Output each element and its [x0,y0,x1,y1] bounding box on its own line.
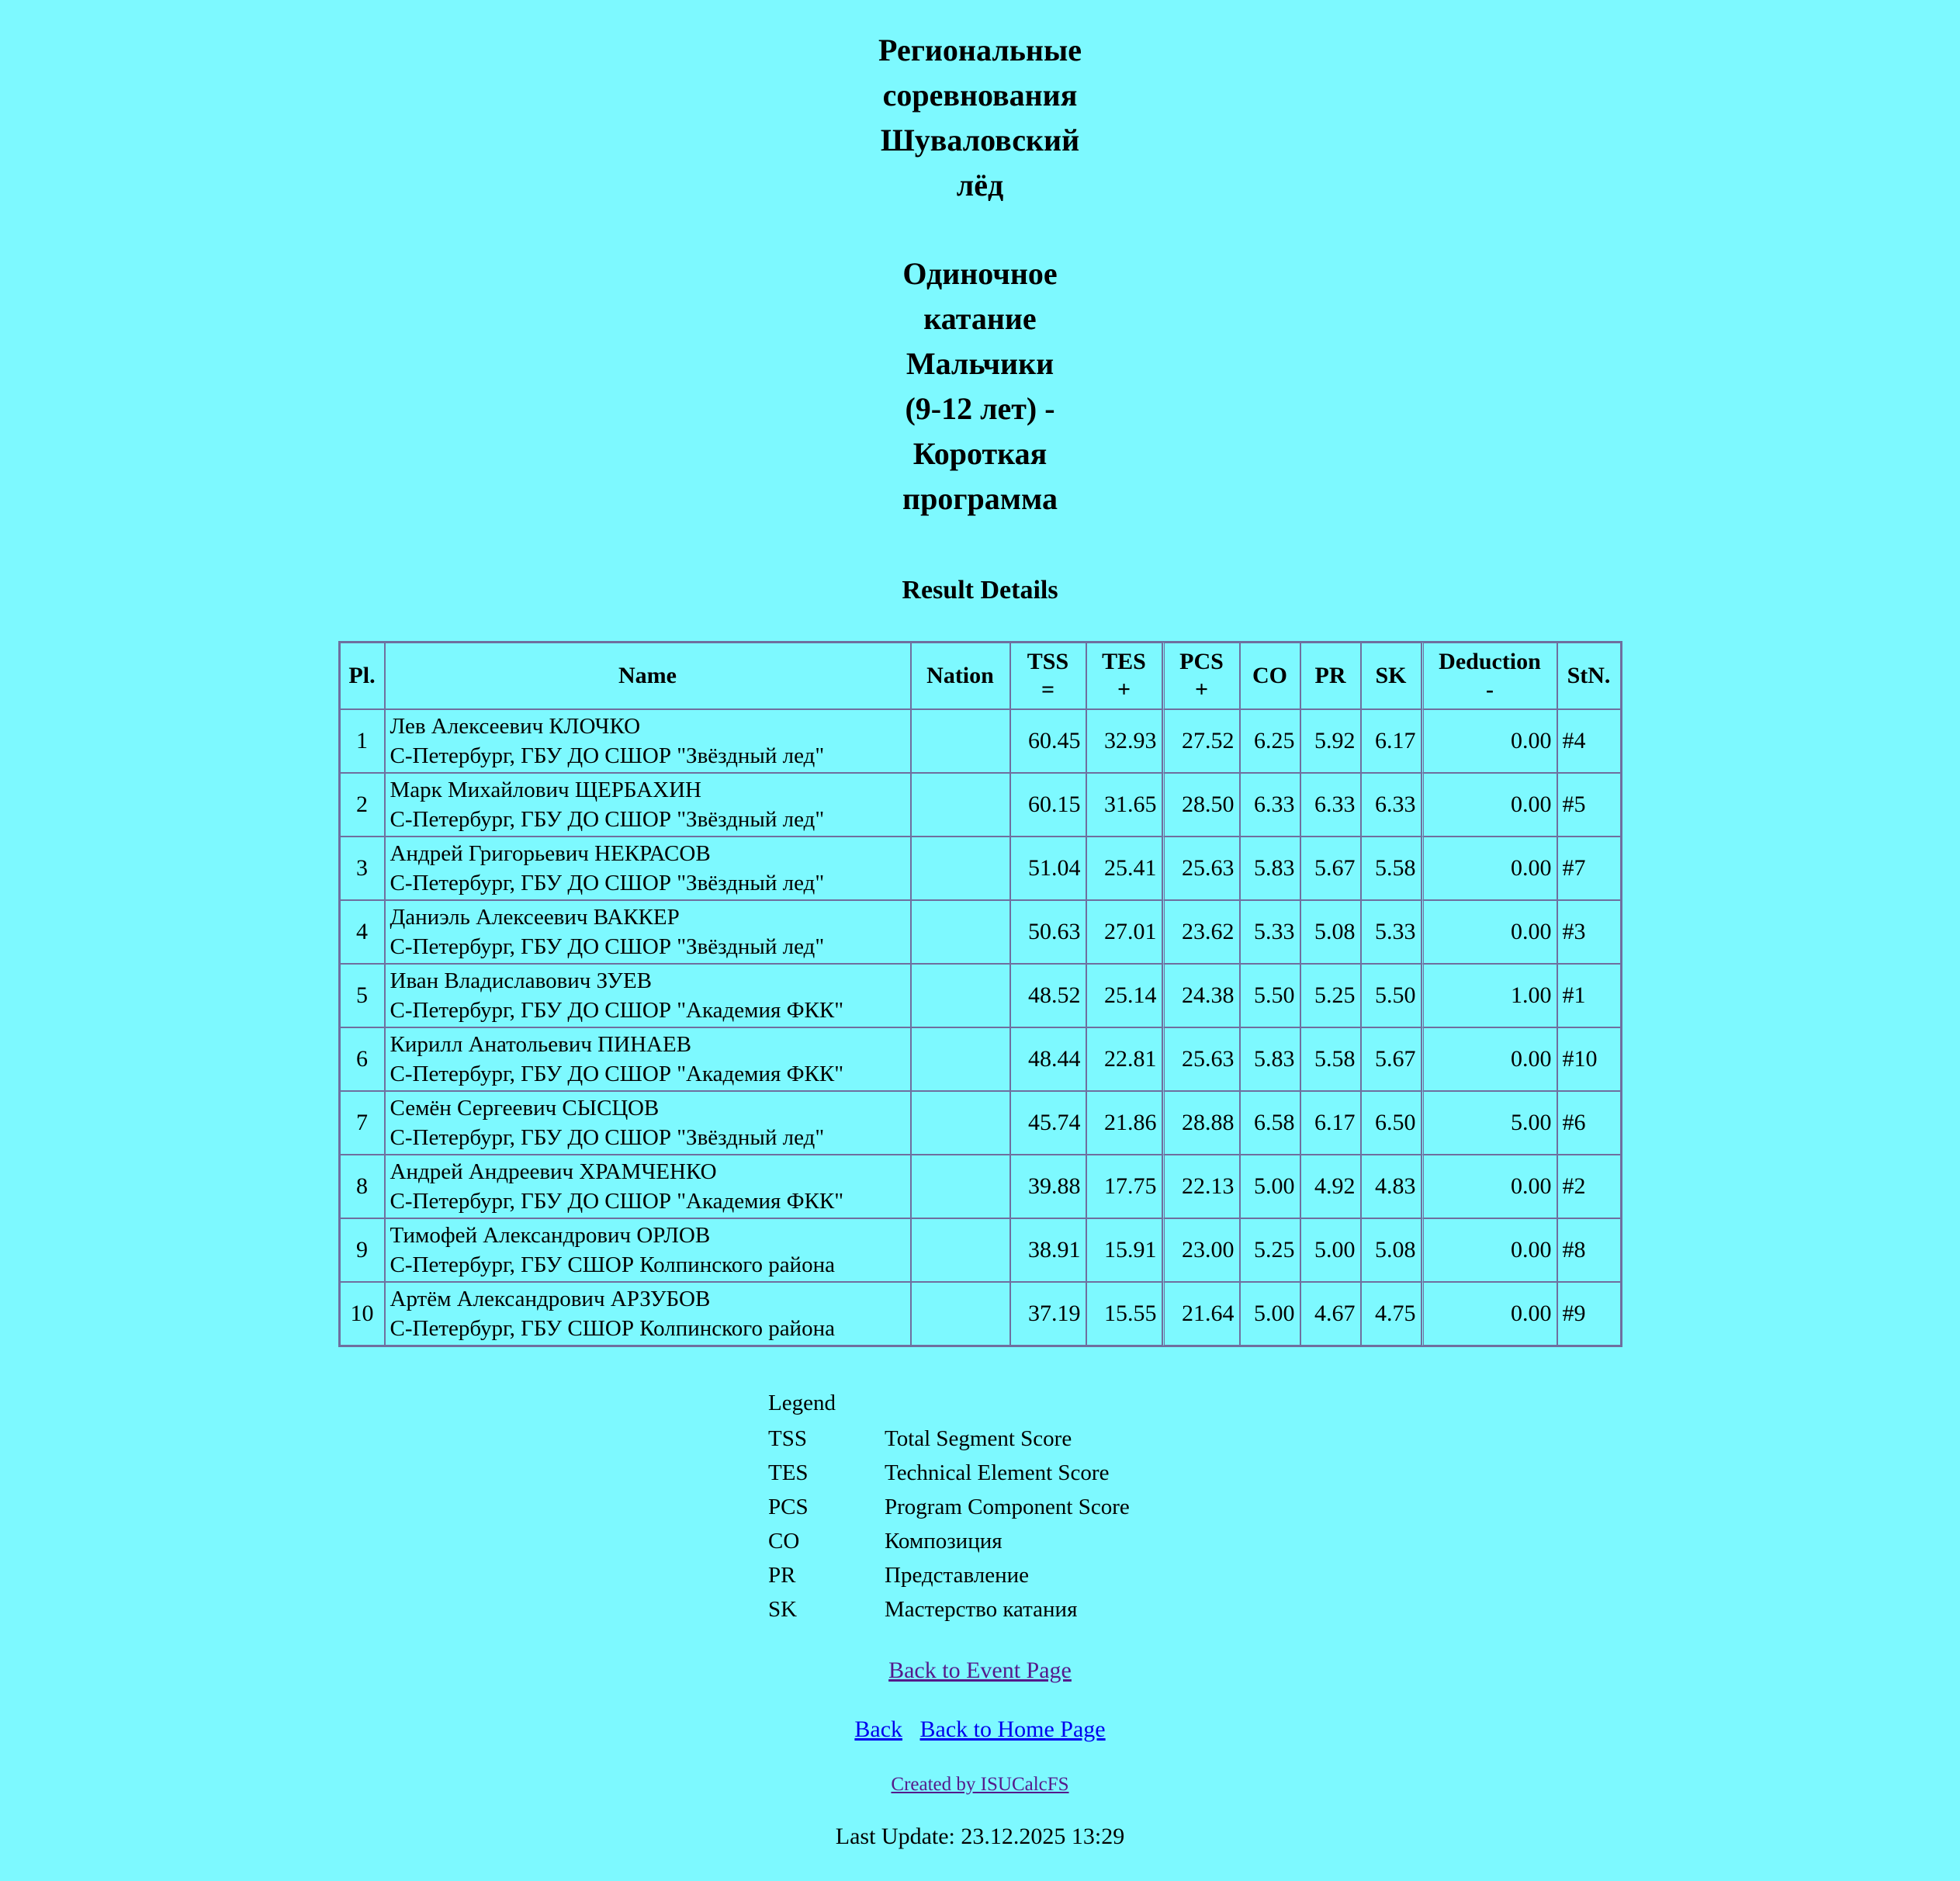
cell-starting-number: #2 [1557,1155,1621,1218]
table-row [340,1218,1621,1282]
legend-item-key: PR [768,1563,796,1588]
cell-pr: 5.25 [1300,964,1361,1027]
cell-co: 5.83 [1240,837,1300,900]
legend-item-value: Композиция [885,1529,1003,1554]
back-to-home-link[interactable]: Back to Home Page [919,1716,1106,1742]
cell-tes: 17.75 [1086,1155,1162,1218]
header-pcs-sign: + [1194,677,1209,702]
cell-co: 5.83 [1240,1027,1300,1091]
cell-pr: 5.08 [1300,900,1361,964]
cell-starting-number: #8 [1557,1218,1621,1282]
cell-pcs: 23.00 [1162,1218,1240,1282]
cell-place: 5 [340,964,385,1027]
cell-place: 10 [340,1282,385,1346]
skater-name: Андрей Григорьевич НЕКРАСОВ [390,841,711,866]
header-tss [1010,643,1086,709]
cell-pr: 6.17 [1300,1091,1361,1155]
skater-club: С-Петербург, ГБУ ДО СШОР "Звёздный лед" [390,743,825,768]
legend-title: Legend [768,1391,836,1415]
cell-name [385,837,911,900]
table-row [340,709,1621,773]
cell-sk: 4.83 [1361,1155,1422,1218]
skater-club: С-Петербург, ГБУ СШОР Колпинского района [390,1252,835,1277]
skater-club: С-Петербург, ГБУ ДО СШОР "Звёздный лед" [390,871,825,895]
page-title [852,28,1108,208]
cell-tss: 39.88 [1010,1155,1086,1218]
page-subtitle-line-4: (9-12 лет) - [905,391,1055,426]
cell-tss: 60.15 [1010,773,1086,837]
cell-nation [911,1091,1010,1155]
cell-nation [911,1027,1010,1091]
legend-entries [768,1422,1960,1626]
cell-deduction: 5.00 [1422,1091,1557,1155]
link-spacer [909,1716,915,1742]
cell-starting-number: #6 [1557,1091,1621,1155]
cell-place: 2 [340,773,385,837]
cell-tes: 15.91 [1086,1218,1162,1282]
section-title: Result Details [902,576,1058,604]
cell-co: 6.25 [1240,709,1300,773]
header-deduction-label: Deduction [1439,649,1541,674]
header-tes-sign: + [1117,677,1131,702]
cell-sk: 5.67 [1361,1027,1422,1091]
legend-item [768,1422,1960,1456]
cell-nation [911,1282,1010,1346]
header-sk: SK [1361,643,1422,709]
legend-item [768,1490,1960,1524]
created-by-link[interactable]: Created by ISUCalcFS [891,1774,1069,1795]
cell-pcs: 24.38 [1162,964,1240,1027]
cell-nation [911,773,1010,837]
legend-item-value: Представление [885,1563,1030,1588]
legend-item-key: TSS [768,1426,807,1451]
page-subtitle-line-6: программа [902,481,1058,516]
cell-tss: 60.45 [1010,709,1086,773]
cell-sk: 4.75 [1361,1282,1422,1346]
legend-item [768,1592,1960,1626]
skater-name: Семён Сергеевич СЫСЦОВ [390,1096,660,1121]
cell-sk: 6.33 [1361,773,1422,837]
cell-tss: 48.44 [1010,1027,1086,1091]
cell-name [385,1282,911,1346]
header-place: Pl. [340,643,385,709]
legend-item-key: SK [768,1597,798,1622]
cell-tss: 45.74 [1010,1091,1086,1155]
skater-club: С-Петербург, ГБУ ДО СШОР "Академия ФКК" [390,1062,844,1086]
table-row [340,900,1621,964]
cell-pcs: 22.13 [1162,1155,1240,1218]
header-pcs [1162,643,1240,709]
cell-place: 9 [340,1218,385,1282]
cell-tes: 31.65 [1086,773,1162,837]
skater-name: Кирилл Анатольевич ПИНАЕВ [390,1032,692,1057]
cell-deduction: 1.00 [1422,964,1557,1027]
skater-name: Даниэль Алексеевич ВАККЕР [390,905,680,930]
cell-nation [911,900,1010,964]
cell-sk: 5.50 [1361,964,1422,1027]
last-update: Last Update: 23.12.2025 13:29 [835,1824,1125,1849]
cell-pr: 4.67 [1300,1282,1361,1346]
cell-sk: 5.58 [1361,837,1422,900]
table-row [340,1027,1621,1091]
cell-deduction: 0.00 [1422,1218,1557,1282]
page-subtitle-line-1: Одиночное [902,256,1058,291]
cell-starting-number: #4 [1557,709,1621,773]
table-row [340,837,1621,900]
cell-place: 3 [340,837,385,900]
page-header [0,28,1960,521]
header-nation: Nation [911,643,1010,709]
results-table-body [340,709,1621,1346]
cell-nation [911,837,1010,900]
cell-starting-number: #1 [1557,964,1621,1027]
cell-pcs: 27.52 [1162,709,1240,773]
cell-co: 6.33 [1240,773,1300,837]
back-to-event-link[interactable]: Back to Event Page [888,1658,1072,1683]
table-row [340,1282,1621,1346]
skater-name: Андрей Андреевич ХРАМЧЕНКО [390,1159,717,1184]
cell-name [385,900,911,964]
cell-name [385,709,911,773]
skater-club: С-Петербург, ГБУ ДО СШОР "Звёздный лед" [390,934,825,959]
header-starting-number: StN. [1557,643,1621,709]
cell-place: 6 [340,1027,385,1091]
skater-name: Иван Владиславович ЗУЕВ [390,968,653,993]
cell-deduction: 0.00 [1422,837,1557,900]
results-table [338,641,1622,1347]
cell-deduction: 0.00 [1422,1155,1557,1218]
skater-name: Лев Алексеевич КЛОЧКО [390,714,641,739]
legend-item [768,1524,1960,1558]
cell-pcs: 28.88 [1162,1091,1240,1155]
cell-pcs: 25.63 [1162,1027,1240,1091]
table-row [340,1091,1621,1155]
skater-club: С-Петербург, ГБУ ДО СШОР "Академия ФКК" [390,1189,844,1214]
header-name: Name [385,643,911,709]
legend-item-value: Total Segment Score [885,1426,1072,1451]
cell-deduction: 0.00 [1422,900,1557,964]
results-table-wrapper [0,641,1960,1347]
skater-name: Артём Александрович АРЗУБОВ [390,1287,711,1311]
cell-sk: 6.17 [1361,709,1422,773]
cell-tss: 50.63 [1010,900,1086,964]
cell-pr: 4.92 [1300,1155,1361,1218]
legend-item-value: Мастерство катания [885,1597,1078,1622]
page-title-line-4: лёд [956,168,1004,203]
legend-item-key: CO [768,1529,800,1554]
cell-co: 5.00 [1240,1282,1300,1346]
results-table-head [340,643,1621,709]
cell-deduction: 0.00 [1422,773,1557,837]
cell-nation [911,1218,1010,1282]
cell-deduction: 0.00 [1422,1027,1557,1091]
header-tss-label: TSS [1027,649,1069,674]
page-subtitle-line-3: Мальчики [906,346,1054,381]
legend [768,1386,1960,1626]
created-by-row [0,1774,1960,1796]
header-co: CO [1240,643,1300,709]
skater-name: Марк Михайлович ЩЕРБАХИН [390,778,701,802]
cell-deduction: 0.00 [1422,1282,1557,1346]
cell-tes: 22.81 [1086,1027,1162,1091]
footer-links [0,1658,1960,1743]
cell-name [385,1027,911,1091]
cell-starting-number: #7 [1557,837,1621,900]
cell-co: 5.00 [1240,1155,1300,1218]
cell-place: 4 [340,900,385,964]
cell-sk: 5.33 [1361,900,1422,964]
skater-club: С-Петербург, ГБУ ДО СШОР "Звёздный лед" [390,1125,825,1150]
table-row [340,1155,1621,1218]
header-pr: PR [1300,643,1361,709]
page-subtitle-line-5: Короткая [912,436,1048,471]
cell-name [385,1091,911,1155]
legend-item [768,1558,1960,1592]
cell-tss: 37.19 [1010,1282,1086,1346]
results-header-row [340,643,1621,709]
table-row [340,964,1621,1027]
header-tss-sign: = [1041,677,1055,702]
page-subtitle [879,251,1081,521]
cell-place: 8 [340,1155,385,1218]
cell-tss: 48.52 [1010,964,1086,1027]
cell-tes: 25.14 [1086,964,1162,1027]
cell-pr: 5.67 [1300,837,1361,900]
cell-starting-number: #9 [1557,1282,1621,1346]
back-link[interactable]: Back [854,1716,903,1742]
cell-nation [911,1155,1010,1218]
cell-co: 5.50 [1240,964,1300,1027]
page-subtitle-line-2: катание [923,301,1037,336]
header-deduction-sign: - [1486,677,1494,702]
legend-item-key: PCS [768,1495,809,1519]
cell-pcs: 25.63 [1162,837,1240,900]
cell-pcs: 23.62 [1162,900,1240,964]
legend-item-value: Technical Element Score [885,1460,1110,1485]
cell-tes: 25.41 [1086,837,1162,900]
cell-starting-number: #5 [1557,773,1621,837]
cell-pr: 6.33 [1300,773,1361,837]
back-to-event-row [0,1658,1960,1684]
legend-item-value: Program Component Score [885,1495,1130,1519]
cell-tss: 38.91 [1010,1218,1086,1282]
cell-starting-number: #10 [1557,1027,1621,1091]
skater-name: Тимофей Александрович ОРЛОВ [390,1223,711,1248]
page-title-line-3: Шуваловский [880,123,1080,158]
header-pcs-label: PCS [1179,649,1224,674]
skater-club: С-Петербург, ГБУ СШОР Колпинского района [390,1316,835,1341]
cell-tes: 21.86 [1086,1091,1162,1155]
back-links-row [0,1716,1960,1743]
header-deduction [1422,643,1557,709]
cell-co: 5.33 [1240,900,1300,964]
cell-nation [911,709,1010,773]
cell-sk: 6.50 [1361,1091,1422,1155]
cell-name [385,1218,911,1282]
cell-co: 6.58 [1240,1091,1300,1155]
cell-sk: 5.08 [1361,1218,1422,1282]
cell-tes: 32.93 [1086,709,1162,773]
cell-co: 5.25 [1240,1218,1300,1282]
skater-club: С-Петербург, ГБУ ДО СШОР "Звёздный лед" [390,807,825,832]
cell-name [385,1155,911,1218]
cell-pcs: 28.50 [1162,773,1240,837]
cell-deduction: 0.00 [1422,709,1557,773]
cell-place: 7 [340,1091,385,1155]
cell-starting-number: #3 [1557,900,1621,964]
cell-place: 1 [340,709,385,773]
header-tes [1086,643,1162,709]
cell-pr: 5.00 [1300,1218,1361,1282]
cell-name [385,964,911,1027]
cell-name [385,773,911,837]
legend-item [768,1456,1960,1490]
skater-club: С-Петербург, ГБУ ДО СШОР "Академия ФКК" [390,998,844,1023]
cell-pcs: 21.64 [1162,1282,1240,1346]
legend-item-key: TES [768,1460,809,1485]
cell-tes: 15.55 [1086,1282,1162,1346]
table-row [340,773,1621,837]
page-title-line-1: Региональные [878,33,1082,68]
header-tes-label: TES [1102,649,1146,674]
cell-pr: 5.58 [1300,1027,1361,1091]
cell-pr: 5.92 [1300,709,1361,773]
cell-tss: 51.04 [1010,837,1086,900]
page-title-line-2: соревнования [882,78,1078,113]
cell-nation [911,964,1010,1027]
cell-tes: 27.01 [1086,900,1162,964]
